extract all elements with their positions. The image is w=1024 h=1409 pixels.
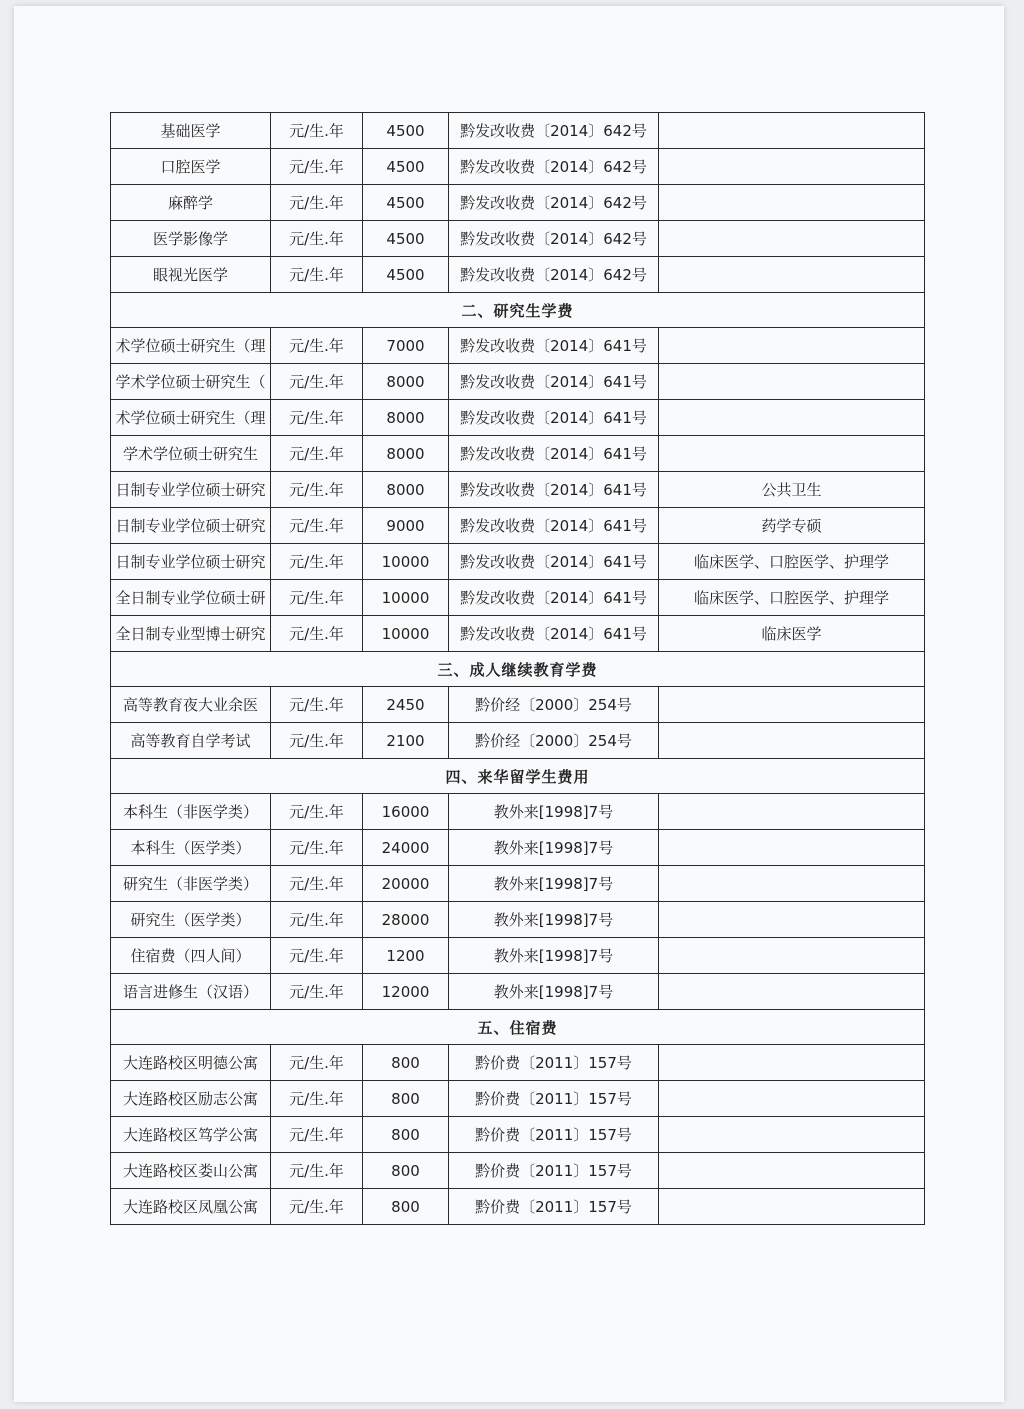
document-cell: 黔发改收费〔2014〕641号 <box>449 544 659 580</box>
amount-cell: 20000 <box>363 866 449 902</box>
note-cell: 临床医学 <box>659 616 925 652</box>
table-row <box>111 472 925 508</box>
unit-cell: 元/生.年 <box>271 938 363 974</box>
amount-cell: 800 <box>363 1189 449 1225</box>
table-row <box>111 328 925 364</box>
table-row <box>111 974 925 1010</box>
note-cell <box>659 436 925 472</box>
item-cell: 日制专业学位硕士研究 <box>111 508 271 544</box>
document-cell: 黔发改收费〔2014〕641号 <box>449 400 659 436</box>
document-cell: 黔发改收费〔2014〕642号 <box>449 221 659 257</box>
item-cell: 眼视光医学 <box>111 257 271 293</box>
document-cell: 黔发改收费〔2014〕642号 <box>449 185 659 221</box>
table-row <box>111 149 925 185</box>
note-cell <box>659 1117 925 1153</box>
amount-cell: 10000 <box>363 580 449 616</box>
amount-cell: 800 <box>363 1081 449 1117</box>
unit-cell: 元/生.年 <box>271 185 363 221</box>
section-header-row <box>111 652 925 687</box>
note-cell <box>659 364 925 400</box>
document-cell: 黔价费〔2011〕157号 <box>449 1081 659 1117</box>
table-row <box>111 938 925 974</box>
unit-cell: 元/生.年 <box>271 1081 363 1117</box>
document-cell: 教外来[1998]7号 <box>449 794 659 830</box>
unit-cell: 元/生.年 <box>271 472 363 508</box>
document-cell: 教外来[1998]7号 <box>449 866 659 902</box>
item-cell: 语言进修生（汉语） <box>111 974 271 1010</box>
section-header-row <box>111 759 925 794</box>
item-cell: 大连路校区励志公寓 <box>111 1081 271 1117</box>
note-cell <box>659 687 925 723</box>
unit-cell: 元/生.年 <box>271 328 363 364</box>
unit-cell: 元/生.年 <box>271 149 363 185</box>
unit-cell: 元/生.年 <box>271 1045 363 1081</box>
amount-cell: 1200 <box>363 938 449 974</box>
item-cell: 日制专业学位硕士研究 <box>111 544 271 580</box>
item-cell: 医学影像学 <box>111 221 271 257</box>
table-row <box>111 508 925 544</box>
table-row <box>111 544 925 580</box>
note-cell: 公共卫生 <box>659 472 925 508</box>
fee-table-body <box>111 113 925 1225</box>
document-cell: 黔发改收费〔2014〕642号 <box>449 113 659 149</box>
amount-cell: 4500 <box>363 257 449 293</box>
table-row <box>111 830 925 866</box>
document-cell: 黔发改收费〔2014〕641号 <box>449 472 659 508</box>
amount-cell: 8000 <box>363 436 449 472</box>
amount-cell: 10000 <box>363 544 449 580</box>
note-cell <box>659 794 925 830</box>
amount-cell: 800 <box>363 1153 449 1189</box>
document-cell: 黔价经〔2000〕254号 <box>449 723 659 759</box>
document-cell: 黔发改收费〔2014〕642号 <box>449 257 659 293</box>
table-row <box>111 794 925 830</box>
table-row <box>111 436 925 472</box>
item-cell: 本科生（医学类） <box>111 830 271 866</box>
amount-cell: 10000 <box>363 616 449 652</box>
item-cell: 大连路校区娄山公寓 <box>111 1153 271 1189</box>
item-cell: 口腔医学 <box>111 149 271 185</box>
document-cell: 教外来[1998]7号 <box>449 974 659 1010</box>
document-cell: 教外来[1998]7号 <box>449 830 659 866</box>
unit-cell: 元/生.年 <box>271 616 363 652</box>
item-cell: 大连路校区笃学公寓 <box>111 1117 271 1153</box>
amount-cell: 4500 <box>363 221 449 257</box>
document-cell: 黔发改收费〔2014〕641号 <box>449 616 659 652</box>
document-cell: 黔发改收费〔2014〕641号 <box>449 436 659 472</box>
document-cell: 教外来[1998]7号 <box>449 938 659 974</box>
unit-cell: 元/生.年 <box>271 544 363 580</box>
note-cell: 临床医学、口腔医学、护理学 <box>659 580 925 616</box>
amount-cell: 8000 <box>363 472 449 508</box>
unit-cell: 元/生.年 <box>271 221 363 257</box>
item-cell: 高等教育夜大业余医 <box>111 687 271 723</box>
document-cell: 黔价费〔2011〕157号 <box>449 1189 659 1225</box>
document-cell: 黔发改收费〔2014〕641号 <box>449 364 659 400</box>
note-cell <box>659 328 925 364</box>
unit-cell: 元/生.年 <box>271 257 363 293</box>
unit-cell: 元/生.年 <box>271 113 363 149</box>
amount-cell: 4500 <box>363 149 449 185</box>
amount-cell: 7000 <box>363 328 449 364</box>
section-header-row <box>111 293 925 328</box>
unit-cell: 元/生.年 <box>271 1189 363 1225</box>
document-cell: 黔价费〔2011〕157号 <box>449 1045 659 1081</box>
table-row <box>111 1189 925 1225</box>
item-cell: 全日制专业型博士研究 <box>111 616 271 652</box>
document-cell: 黔价经〔2000〕254号 <box>449 687 659 723</box>
table-row <box>111 1117 925 1153</box>
fee-table <box>110 112 925 1225</box>
table-row <box>111 364 925 400</box>
amount-cell: 2100 <box>363 723 449 759</box>
amount-cell: 800 <box>363 1045 449 1081</box>
document-cell: 黔发改收费〔2014〕641号 <box>449 508 659 544</box>
item-cell: 基础医学 <box>111 113 271 149</box>
item-cell: 本科生（非医学类） <box>111 794 271 830</box>
unit-cell: 元/生.年 <box>271 794 363 830</box>
table-row <box>111 866 925 902</box>
note-cell: 临床医学、口腔医学、护理学 <box>659 544 925 580</box>
table-row <box>111 902 925 938</box>
amount-cell: 28000 <box>363 902 449 938</box>
item-cell: 大连路校区明德公寓 <box>111 1045 271 1081</box>
table-row <box>111 113 925 149</box>
amount-cell: 8000 <box>363 364 449 400</box>
note-cell <box>659 866 925 902</box>
note-cell <box>659 1153 925 1189</box>
table-row <box>111 723 925 759</box>
item-cell: 术学位硕士研究生（理 <box>111 400 271 436</box>
amount-cell: 8000 <box>363 400 449 436</box>
unit-cell: 元/生.年 <box>271 364 363 400</box>
note-cell <box>659 723 925 759</box>
document-cell: 黔发改收费〔2014〕642号 <box>449 149 659 185</box>
item-cell: 日制专业学位硕士研究 <box>111 472 271 508</box>
note-cell <box>659 1081 925 1117</box>
table-row <box>111 687 925 723</box>
item-cell: 术学位硕士研究生（理 <box>111 328 271 364</box>
table-row <box>111 1081 925 1117</box>
document-cell: 黔价费〔2011〕157号 <box>449 1117 659 1153</box>
item-cell: 大连路校区凤凰公寓 <box>111 1189 271 1225</box>
section-title: 四、来华留学生费用 <box>111 759 925 794</box>
amount-cell: 800 <box>363 1117 449 1153</box>
document-cell: 黔发改收费〔2014〕641号 <box>449 328 659 364</box>
note-cell <box>659 938 925 974</box>
section-header-row <box>111 1010 925 1045</box>
table-row <box>111 400 925 436</box>
table-row <box>111 1153 925 1189</box>
section-title: 三、成人继续教育学费 <box>111 652 925 687</box>
item-cell: 住宿费（四人间） <box>111 938 271 974</box>
amount-cell: 2450 <box>363 687 449 723</box>
note-cell <box>659 185 925 221</box>
unit-cell: 元/生.年 <box>271 508 363 544</box>
unit-cell: 元/生.年 <box>271 687 363 723</box>
item-cell: 麻醉学 <box>111 185 271 221</box>
note-cell <box>659 257 925 293</box>
section-title: 二、研究生学费 <box>111 293 925 328</box>
item-cell: 学术学位硕士研究生 <box>111 436 271 472</box>
document-page <box>14 6 1004 1402</box>
table-row <box>111 580 925 616</box>
unit-cell: 元/生.年 <box>271 974 363 1010</box>
item-cell: 学术学位硕士研究生（ <box>111 364 271 400</box>
unit-cell: 元/生.年 <box>271 830 363 866</box>
amount-cell: 4500 <box>363 185 449 221</box>
item-cell: 研究生（非医学类） <box>111 866 271 902</box>
amount-cell: 4500 <box>363 113 449 149</box>
amount-cell: 24000 <box>363 830 449 866</box>
document-cell: 黔发改收费〔2014〕641号 <box>449 580 659 616</box>
unit-cell: 元/生.年 <box>271 436 363 472</box>
section-title: 五、住宿费 <box>111 1010 925 1045</box>
note-cell <box>659 400 925 436</box>
note-cell: 药学专硕 <box>659 508 925 544</box>
unit-cell: 元/生.年 <box>271 1153 363 1189</box>
item-cell: 全日制专业学位硕士研 <box>111 580 271 616</box>
unit-cell: 元/生.年 <box>271 723 363 759</box>
unit-cell: 元/生.年 <box>271 902 363 938</box>
amount-cell: 9000 <box>363 508 449 544</box>
note-cell <box>659 1189 925 1225</box>
note-cell <box>659 113 925 149</box>
unit-cell: 元/生.年 <box>271 400 363 436</box>
amount-cell: 12000 <box>363 974 449 1010</box>
amount-cell: 16000 <box>363 794 449 830</box>
note-cell <box>659 1045 925 1081</box>
unit-cell: 元/生.年 <box>271 580 363 616</box>
unit-cell: 元/生.年 <box>271 866 363 902</box>
note-cell <box>659 974 925 1010</box>
table-row <box>111 221 925 257</box>
table-row <box>111 185 925 221</box>
unit-cell: 元/生.年 <box>271 1117 363 1153</box>
document-cell: 教外来[1998]7号 <box>449 902 659 938</box>
note-cell <box>659 902 925 938</box>
document-cell: 黔价费〔2011〕157号 <box>449 1153 659 1189</box>
table-row <box>111 616 925 652</box>
note-cell <box>659 830 925 866</box>
item-cell: 研究生（医学类） <box>111 902 271 938</box>
table-row <box>111 257 925 293</box>
note-cell <box>659 149 925 185</box>
note-cell <box>659 221 925 257</box>
table-row <box>111 1045 925 1081</box>
item-cell: 高等教育自学考试 <box>111 723 271 759</box>
